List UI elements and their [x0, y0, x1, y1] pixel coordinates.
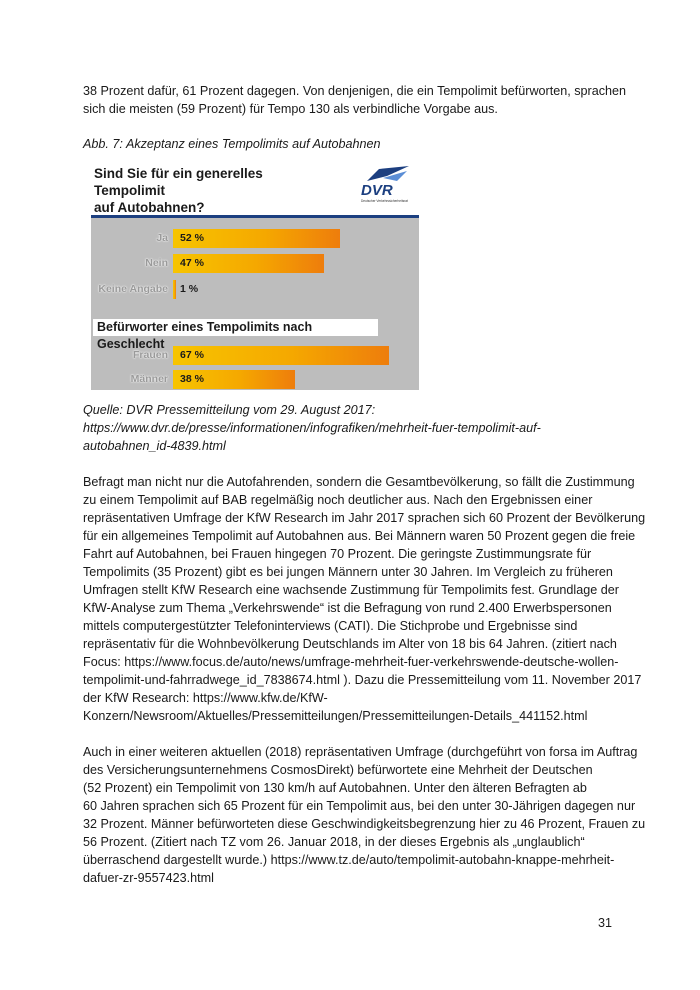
source-line: https://www.dvr.de/presse/informationen/infografiken/mehrheit-fuer-tempolimit-auf-	[83, 421, 541, 435]
text-line: Tempolimits (35 Prozent) gibt es bei jungen Männern unter 30 Jahren. Im Vergleich zu früheren	[83, 565, 613, 579]
chart-title	[94, 165, 334, 216]
text-line: dafuer-zr-9557423.html	[83, 871, 214, 885]
text-line: 38 Prozent dafür, 61 Prozent dagegen. Von denjenigen, die ein Tempolimit befürworten, sprachen	[83, 84, 627, 98]
tempolimit-chart	[91, 160, 419, 390]
bar-category-label: Nein	[145, 257, 168, 269]
text-line: Befragt man nicht nur die Autofahrenden, sondern die Gesamtbevölkerung, so fällt die Zustimmung	[83, 475, 635, 489]
text-line: 56 Prozent. (Zitiert nach TZ vom 26. Januar 2018, in der dieses Ergebnis als „unglaublich“	[83, 835, 585, 849]
dvr-logo-subtext: Deutscher Verkehrssicherheitsrat	[361, 199, 408, 203]
source-line: Quelle: DVR Pressemitteilung vom 29. August 2017:	[83, 403, 376, 417]
text-line: des Versicherungsunternehmens CosmosDirekt) befürwortete eine Mehrheit der Deutschen	[83, 763, 593, 777]
bar-value-label: 52 %	[180, 232, 204, 244]
text-line: Umfragen stellt KfW Research eine wachsende Zustimmung für Tempolimits fest. Grundlage der	[83, 583, 619, 597]
bar-category-label: Männer	[130, 373, 168, 385]
text-line: tempolimit-und-fahrradwege_id_7838674.html ). Dazu die Pressemitteilung vom 11. November 2017	[83, 673, 642, 687]
intro-paragraph	[83, 82, 627, 118]
text-line: Focus: https://www.focus.de/auto/news/umfrage-mehrheit-fuer-verkehrswende-deutsche-wollen-	[83, 655, 619, 669]
figure-caption: Abb. 7: Akzeptanz eines Tempolimits auf Autobahnen	[83, 137, 381, 151]
bar-category-label: Frauen	[132, 349, 168, 361]
text-line: KfW-Analyse zum Thema „Verkehrswende“ ist die Befragung von rund 2.400 Erwerbspersonen	[83, 601, 612, 615]
bar-value-label: 67 %	[180, 349, 204, 361]
chart-plot-area	[91, 218, 419, 390]
text-line: sich die meisten (59 Prozent) für Tempo 130 als verbindliche Vorgabe aus.	[83, 102, 498, 116]
text-line: Fahrt auf Autobahnen, bei Frauen hingegen 70 Prozent. Die geringste Zustimmungsrate für	[83, 547, 592, 561]
bar-value-label: 47 %	[180, 257, 204, 269]
source-line: autobahnen_id-4839.html	[83, 439, 226, 453]
bar-value-label: 1 %	[180, 283, 199, 295]
text-line: 32 Prozent. Männer befürworteten diese Geschwindigkeitsbegrenzung hier zu 46 Prozent, Frauen zu	[83, 817, 646, 831]
bar-frauen	[173, 346, 389, 365]
text-line: 60 Jahren sprachen sich 65 Prozent für ein Tempolimit aus, bei den unter 30-Jährigen dagegen nur	[83, 799, 636, 813]
chart-title-line: auf Autobahnen?	[94, 200, 205, 215]
body-paragraph-1	[83, 473, 646, 725]
dvr-logo	[357, 163, 413, 209]
text-line: repräsentativ für die Wohnbevölkerung Deutschlands im Alter von 18 bis 64 Jahren. (zitiert nach	[83, 637, 617, 651]
body-paragraph-2	[83, 743, 646, 887]
figure-source	[83, 401, 623, 455]
text-line: zu einem Tempolimit auf BAB regelmäßig noch deutlicher aus. Nach den Ergebnissen einer	[83, 493, 593, 507]
text-line: (52 Prozent) ein Tempolimit von 130 km/h auf Autobahnen. Unter den älteren Befragten ab	[83, 781, 587, 795]
chart-header	[91, 160, 419, 215]
text-line: für ein allgemeines Tempolimit auf Autobahnen aus. Bei Männern waren 50 Prozent gegen die freie	[83, 529, 636, 543]
text-line: Konzern/Newsroom/Aktuelles/Pressemitteilungen/Pressemitteilungen-Details_441152.html	[83, 709, 588, 723]
text-line: repräsentativen Umfrage der KfW Research im Jahr 2017 sprachen sich 60 Prozent der Bevölkerung	[83, 511, 646, 525]
text-line: Auch in einer weiteren aktuellen (2018) repräsentativen Umfrage (durchgeführt von forsa im Auftrag	[83, 745, 638, 759]
chart-subheading: Befürworter eines Tempolimits nach Geschlecht	[93, 319, 378, 336]
text-line: mittels computergestützter Telefoninterviews (CATI). Die Stichprobe und Ergebnisse sind	[83, 619, 578, 633]
bar-keine-angabe	[173, 280, 176, 299]
bar-value-label: 38 %	[180, 373, 204, 385]
bar-category-label: Ja	[156, 232, 168, 244]
dvr-logo-text: DVR	[361, 182, 393, 199]
page-number: 31	[598, 916, 613, 930]
text-line: überraschend dargestellt wurde.) https://www.tz.de/auto/tempolimit-autobahn-knappe-mehrheit-	[83, 853, 615, 867]
dvr-logo-icon	[357, 163, 413, 209]
text-line: der KfW Research: https://www.kfw.de/KfW-	[83, 691, 328, 705]
bar-category-label: Keine Angabe	[98, 283, 168, 295]
chart-title-line: Sind Sie für ein generelles Tempolimit	[94, 166, 263, 198]
